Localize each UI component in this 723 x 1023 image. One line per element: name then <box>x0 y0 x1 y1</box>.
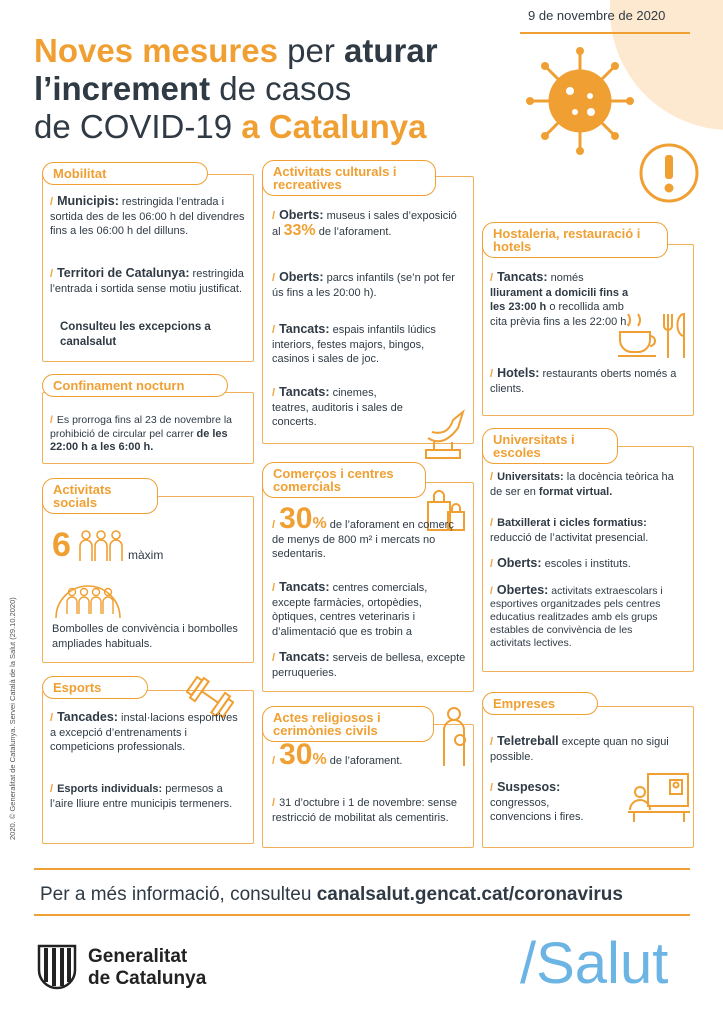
copyright-note: 2020. © Generalitat de Catalunya. Servei Català de la Salut (29.10.2020) <box>8 597 17 840</box>
esports-item-tancades: / Tancades: instal·lacions esportives a excepció d’entrenaments i competicions professionals. <box>50 710 238 753</box>
universitats-item-extraescolars: / Obertes: activitats extraescolars i esportives organitzades pels centres educatius realitzades amb els grups estables de convivència de les activitats lectives. <box>490 583 663 649</box>
mobilitat-item-territori: / Territori de Catalunya: restringida l’entrada i sortida sense motiu justificat. <box>50 266 244 295</box>
mobilitat-tag: Mobilitat <box>42 162 208 185</box>
socials-tag: Activitats socials <box>42 478 158 514</box>
culturals-item-espais: / Tancats: espais infantils lúdics interiors, festes majors, bingos, casinos i sales de joc. <box>272 322 436 365</box>
bubble-icon <box>52 568 124 620</box>
culturals-tag: Activitats culturals i recreatives <box>262 160 436 196</box>
socials-max-label: màxim <box>128 548 164 562</box>
mobilitat-note: Consulteu les excepcions a canalsalut <box>60 321 211 348</box>
empreses-tag: Empreses <box>482 692 598 715</box>
universitats-tag: Universitats i escoles <box>482 428 618 464</box>
date-divider <box>520 32 690 34</box>
universitats-item-batxillerat: / Batxillerat i cicles formatius: reducció de l’activitat presencial. <box>490 517 649 544</box>
comercos-item-bellesa: / Tancats: serveis de bellesa, excepte perruqueries. <box>272 650 466 679</box>
publication-date: 9 de novembre de 2020 <box>528 8 666 23</box>
comercos-item-centres: / Tancats: centres comercials, excepte farmàcies, ortopèdies, òptiques, centres veterinaris i d’alimentació que es trobin a <box>272 580 428 638</box>
culturals-item-cinemes: / Tancats: cinemes, teatres, auditoris i sales de concerts. <box>272 385 403 428</box>
footer-divider-bottom <box>34 914 690 916</box>
actes-tag: Actes religiosos i cerimònies civils <box>262 706 434 742</box>
comercos-item-aforament: / 30% de l’aforament en comerç de menys de 800 m² i mercats no sedentaris. <box>272 502 454 560</box>
trumpet-icon <box>418 408 468 462</box>
actes-item-cementiris: / 31 d’octubre i 1 de novembre: sense restricció de mobilitat als cementiris. <box>272 797 458 824</box>
footer-info: Per a més informació, consulteu canalsalut.gencat.cat/coronavirus <box>40 884 623 905</box>
hostaleria-tag: Hostaleria, restauració i hotels <box>482 222 668 258</box>
universitats-item-escoles: / Oberts: escoles i instituts. <box>490 556 631 570</box>
empreses-item-suspesos: / Suspesos: congressos, convencions i fires. <box>490 780 584 823</box>
sun-virus-icon <box>525 46 635 156</box>
hostaleria-item-hotels: / Hotels: restaurants oberts només a clients. <box>490 366 677 395</box>
exclamation-icon <box>638 142 700 204</box>
confinament-tag: Confinament nocturn <box>42 374 228 397</box>
culturals-item-museus: / Oberts: museus i sales d’exposició al 33% de l’aforament. <box>272 208 457 239</box>
culturals-item-parcs: / Oberts: parcs infantils (se’n pot fer ús fins a les 20:00 h). <box>272 270 455 299</box>
hostaleria-item-tancats: / Tancats: només lliurament a domicili fins a les 23:00 h o recollida amb cita prèvia fins a les 22:00 h. <box>490 270 630 328</box>
empreses-item-teletreball: / Teletreball excepte quan no sigui possible. <box>490 734 669 763</box>
salut-brand: /Salut <box>520 931 669 996</box>
coffee-cutlery-icon <box>616 310 692 360</box>
mobilitat-item-municipis: / Municipis: restringida l’entrada i sortida des de les 06:00 h del divendres fins a les 06:00 h del dilluns. <box>50 194 245 237</box>
generalitat-name: Generalitat de Catalunya <box>88 946 207 989</box>
esports-item-individuals: / Esports individuals: permesos a l’aire lliure entre municipis termeners. <box>50 783 233 810</box>
actes-item-aforament: / 30% de l’aforament. <box>272 738 403 771</box>
people-icon <box>78 528 124 562</box>
comercos-tag: Comerços i centres comercials <box>262 462 426 498</box>
confinament-text: / Es prorroga fins al 23 de novembre la prohibició de circular pel carrer de les 22:00 h a les 6:00 h. <box>50 414 233 453</box>
generalitat-logo-icon <box>36 942 78 990</box>
socials-text: Bombolles de convivència i bombolles ampliades habituals. <box>52 623 238 650</box>
teleworking-icon <box>626 770 692 824</box>
page-title: Noves mesures per aturar l’increment de casos de COVID-19 a Catalunya <box>34 32 438 145</box>
esports-tag: Esports <box>42 676 148 699</box>
universitats-item-universitats: / Universitats: la docència teòrica ha de ser en format virtual. <box>490 471 674 498</box>
socials-number: 6 <box>52 526 71 564</box>
footer-divider-top <box>34 868 690 870</box>
footer-link[interactable]: canalsalut.gencat.cat/coronavirus <box>316 884 623 905</box>
